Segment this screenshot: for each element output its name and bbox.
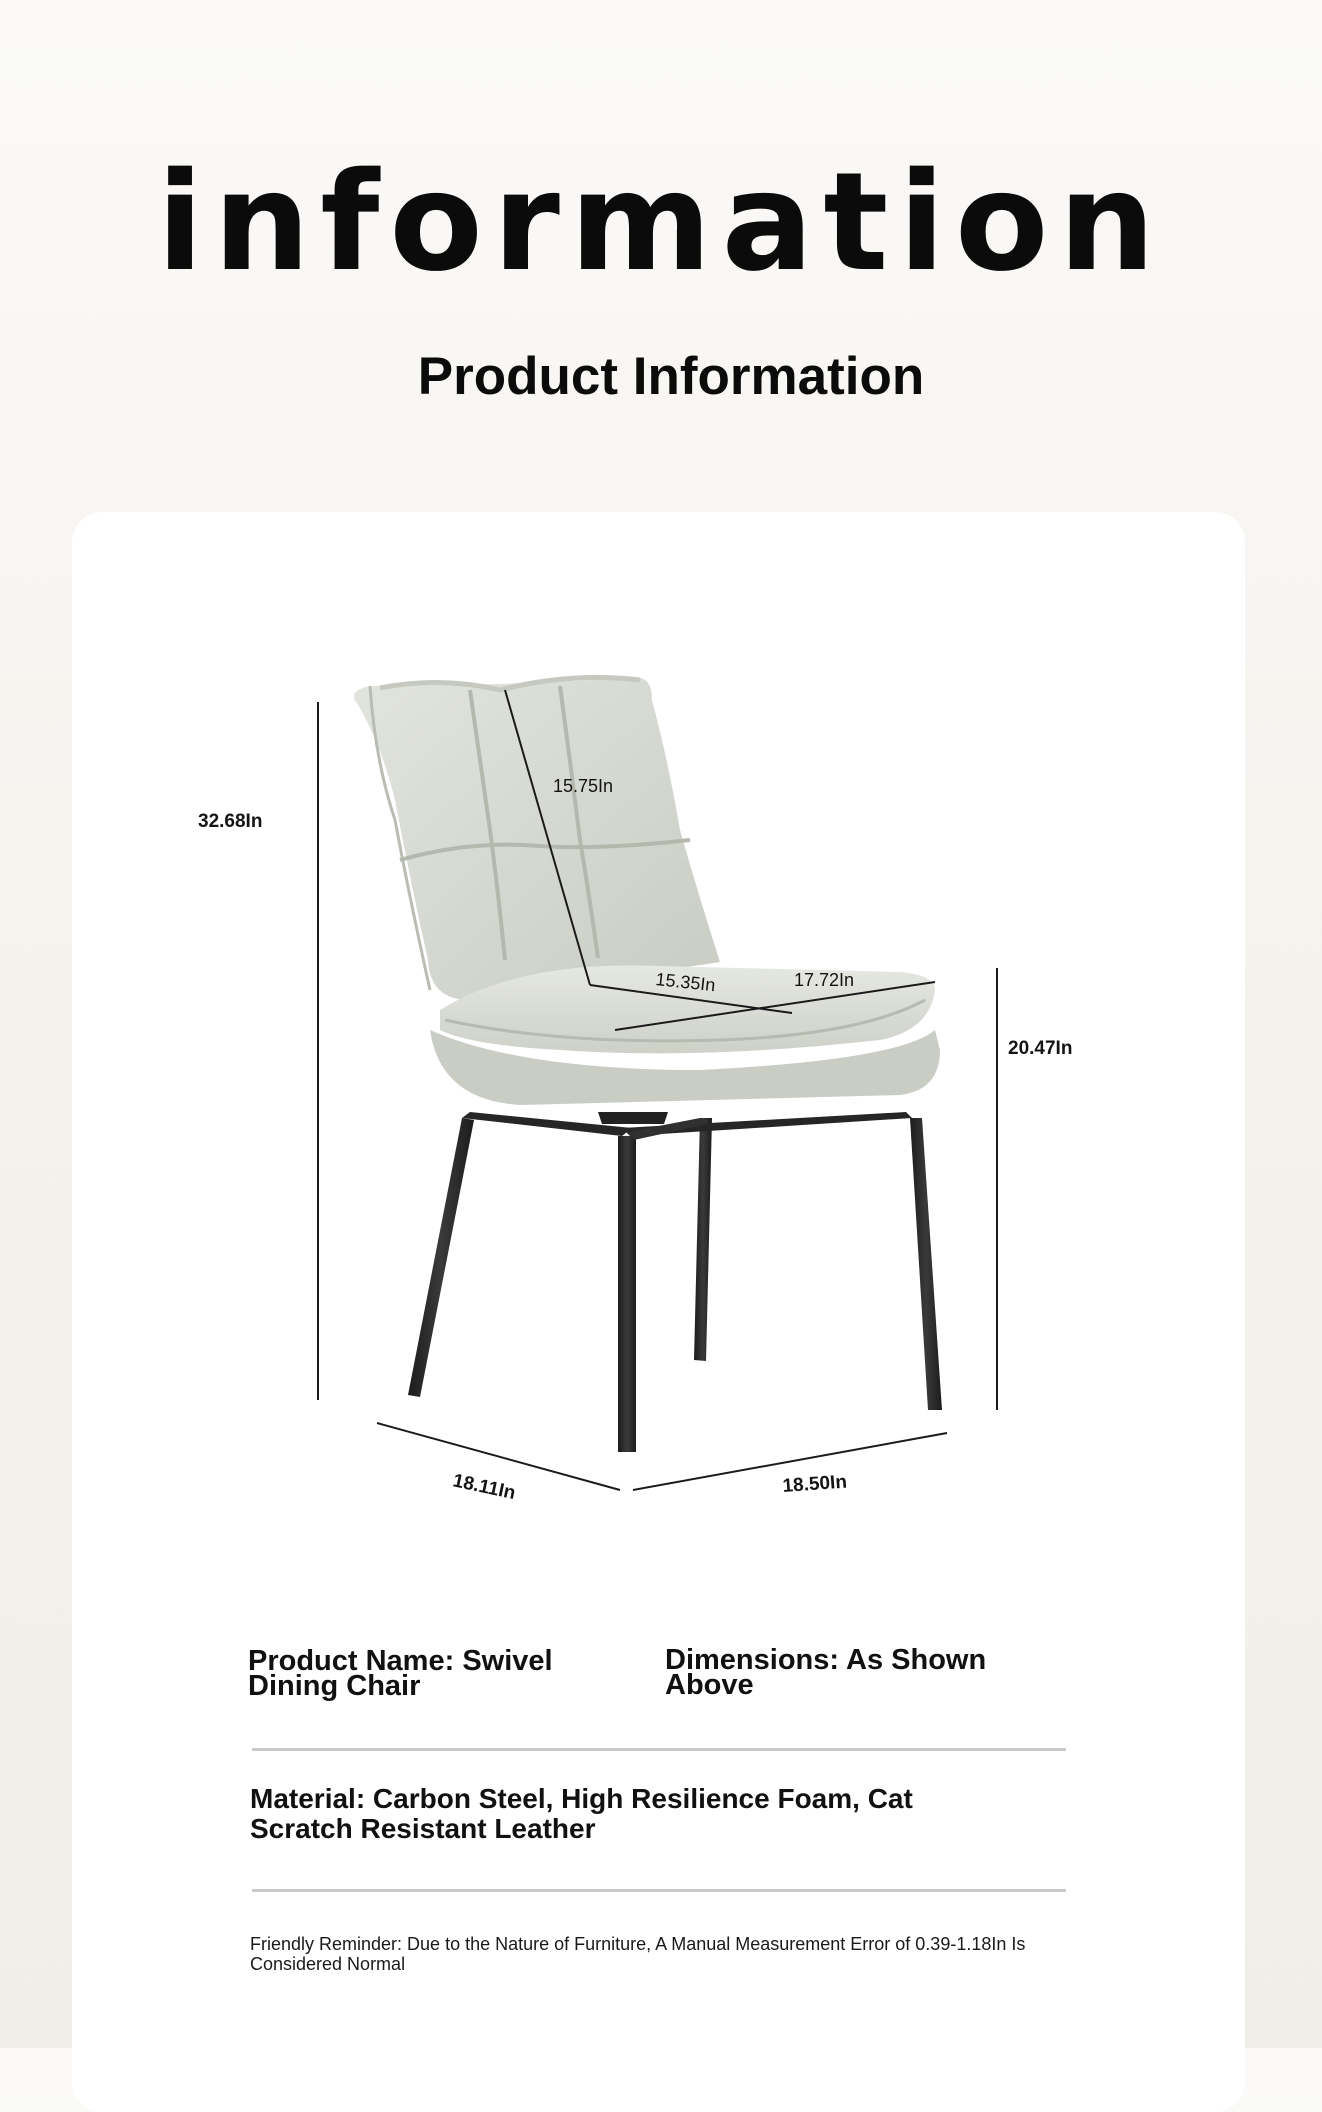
dim-label-seat-depth: 15.35In (654, 969, 717, 996)
product-material: Material: Carbon Steel, High Resilience Foam, Cat Scratch Resistant Leather (250, 1783, 913, 1844)
page-sub-title: Product Information (417, 347, 925, 406)
chair-legs (408, 1112, 942, 1452)
measurement-reminder: Friendly Reminder: Due to the Nature of Furniture, A Manual Measurement Error of 0.39-1.18In Is Considered Normal (250, 1934, 1026, 1974)
divider-bottom (252, 1889, 1066, 1892)
divider-top (252, 1748, 1066, 1751)
dim-label-seat-height: 20.47In (1008, 1038, 1073, 1059)
product-dimensions: Dimensions: As Shown Above (665, 1644, 987, 1701)
dim-label-base-width: 18.50In (781, 1471, 848, 1497)
page-big-title: information (156, 144, 1166, 302)
dim-label-back-height: 15.75In (553, 776, 614, 796)
product-name: Product Name: Swivel Dining Chair (248, 1645, 553, 1702)
dim-label-seat-width: 17.72In (794, 970, 855, 990)
dim-label-base-depth: 18.11In (450, 1470, 518, 1505)
dim-label-height-total: 32.68In (198, 811, 263, 832)
chair-backrest (354, 678, 720, 1000)
